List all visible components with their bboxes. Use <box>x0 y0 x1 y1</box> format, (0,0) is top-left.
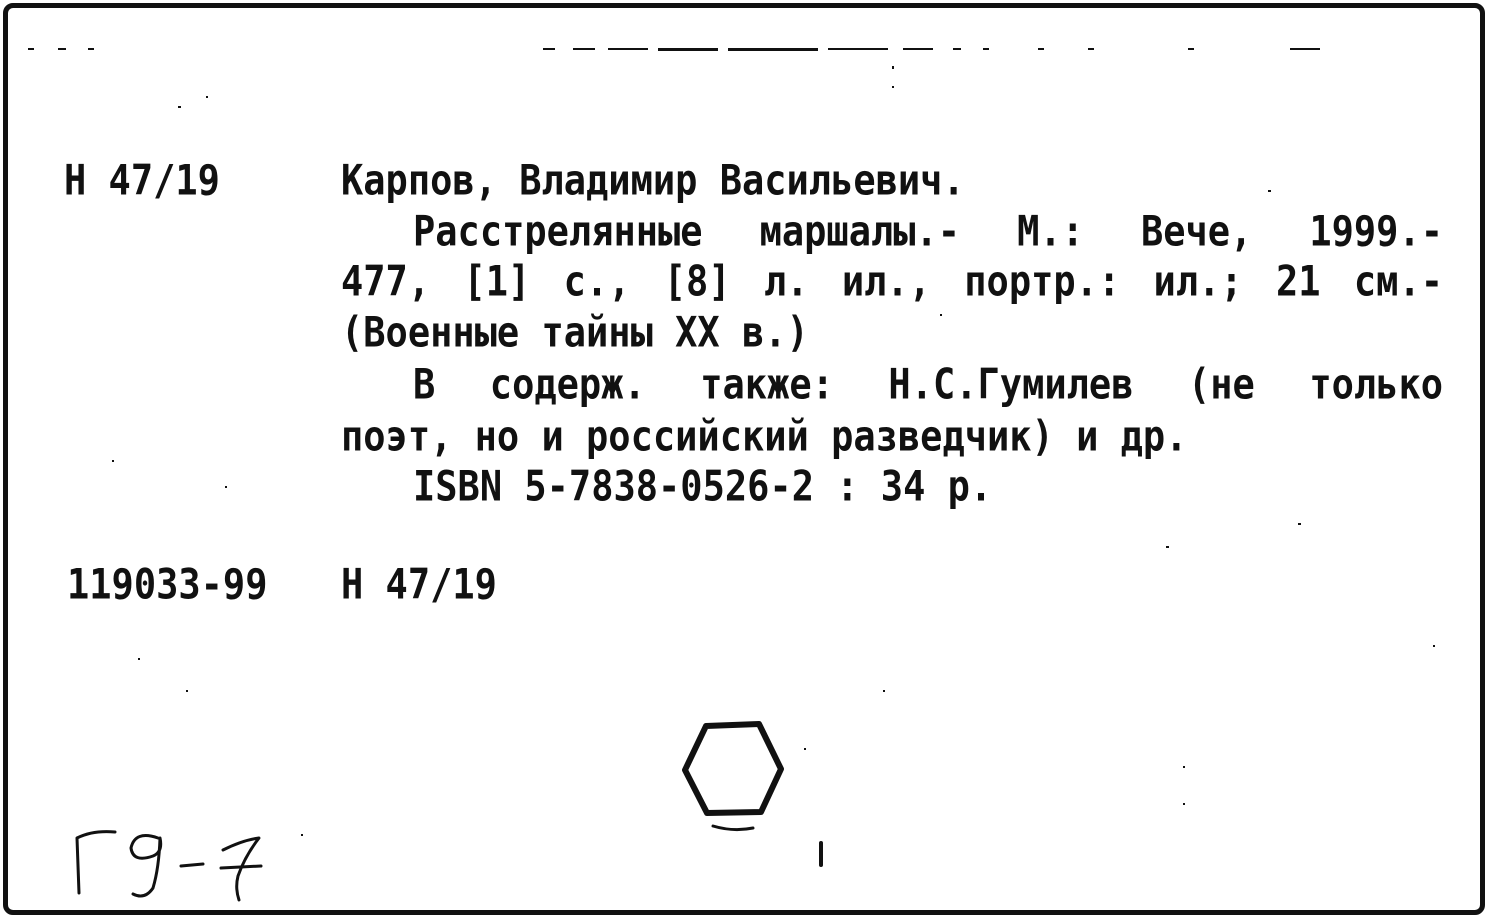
contents-note-line-1: В содерж. также: Н.С.Гумилев (не только <box>413 360 1443 409</box>
title-line-2: 477, [1] с., [8] л. ил., портр.: ил.; 21 см.- <box>341 257 1443 306</box>
inventory-number: 119033-99 <box>67 560 268 609</box>
contents-note-line-2: поэт, но и российский разведчик) и др. <box>341 412 1188 461</box>
shelfmark: Н 47/19 <box>64 156 220 205</box>
isbn-price: ISBN 5-7838-0526-2 : 34 р. <box>413 462 993 511</box>
series-statement: (Военные тайны XX в.) <box>341 308 809 357</box>
title-line-1: Расстрелянные маршалы.- М.: Вече, 1999.- <box>413 207 1443 256</box>
catalog-card <box>3 3 1485 915</box>
author-heading: Карпов, Владимир Васильевич. <box>341 156 965 205</box>
paper-specks <box>8 8 1480 910</box>
shelfmark-repeat: Н 47/19 <box>341 560 497 609</box>
